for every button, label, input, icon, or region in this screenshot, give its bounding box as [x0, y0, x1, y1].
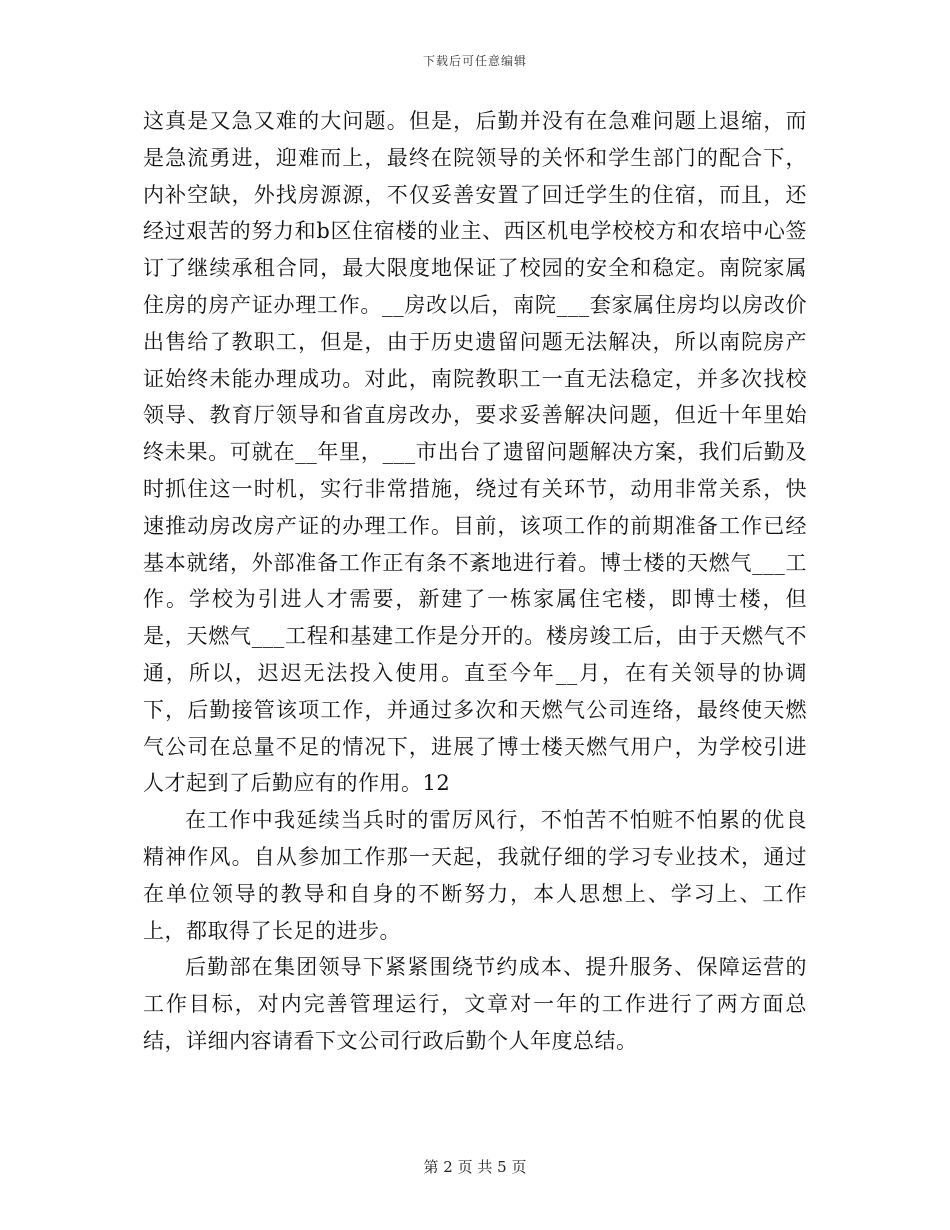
page-header: 下载后可任意编辑	[422, 54, 527, 68]
page-footer: 第 2 页 共 5 页	[423, 1158, 527, 1176]
document-body	[143, 103, 807, 1060]
paragraph-1: 这真是又急又难的大问题。但是，后勤并没有在急难问题上退缩，而是急流勇进，迎难而上，最终在院领导的关怀和学生部门的配合下，内补空缺，外找房源源，不仅妥善安置了回迁学生的住宿，而且，还经过艰苦的努力和b区住宿楼的业主、西区机电学校校方和农培中心签订了继续承租合同，最大限度地保证了校园的安全和稳定。南院家属住房的房产证办理工作。__房改以后，南院___套家属住房均以房改价出售给了教职工，但是，由于历史遗留问题无法解决，所以南院房产证始终未能办理成功。对此，南院教职工一直无法稳定，并多次找校领导、教育厅领导和省直房改办，要求妥善解决问题，但近十年里始终未果。可就在__年里，___市出台了遗留问题解决方案，我们后勤及时抓住这一时机，实行非常措施，绕过有关环节，动用非常关系，快速推动房改房产证的办理工作。目前，该项工作的前期准备工作已经基本就绪，外部准备工作正有条不紊地进行着。博士楼的天燃气___工作。学校为引进人才需要，新建了一栋家属住宅楼，即博士楼，但是，天燃气___工程和基建工作是分开的。楼房竣工后，由于天燃气不通，所以，迟迟无法投入使用。直至今年__月，在有关领导的协调下，后勤接管该项工作，并通过多次和天燃气公司连络，最终使天燃气公司在总量不足的情况下，进展了博士楼天燃气用户，为学校引进人才起到了后勤应有的作用。12	[143, 109, 807, 796]
paragraph-3: 后勤部在集团领导下紧紧围绕节约成本、提升服务、保障运营的工作目标，对内完善管理运行，文章对一年的工作进行了两方面总结，详细内容请看下文公司行政后勤个人年度总结。	[143, 955, 807, 1053]
paragraph-2: 在工作中我延续当兵时的雷厉风行，不怕苦不怕赃不怕累的优良精神作风。自从参加工作那一天起，我就仔细的学习专业技术，通过在单位领导的教导和自身的不断努力，本人思想上、学习上、工作上，都取得了长足的进步。	[143, 808, 807, 943]
